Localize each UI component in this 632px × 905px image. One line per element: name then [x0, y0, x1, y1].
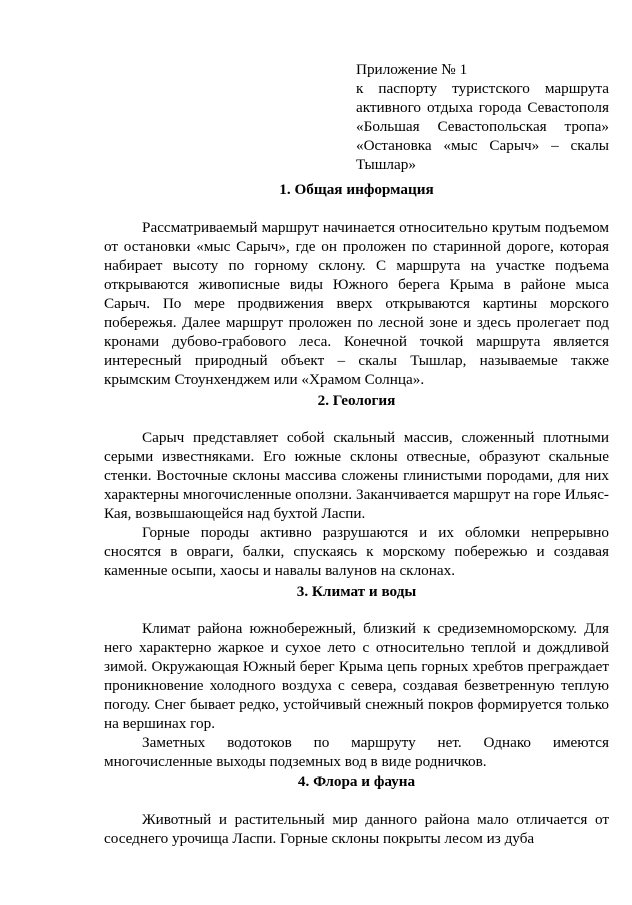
- section-flora-fauna: [104, 772, 609, 791]
- section-geology-body: [104, 428, 609, 580]
- section-heading: 2. Геология: [317, 392, 396, 409]
- appendix-line: «Большая Севастопольская тропа»: [356, 118, 609, 135]
- appendix-header: [356, 60, 609, 174]
- paragraph: Климат района южнобережный, близкий к средиземноморскому. Для него характерно жаркое и сухое лето с относительно теплой и дождливой зимой. Окружающая Южный берег Крыма цепь горных хребтов преграждает проникновение холодного воздуха с севера, создавая безветренную теплую погоду. Снег бывает редко, устойчивый снежный покров формируется только на вершинах гор.: [104, 620, 609, 732]
- appendix-line: «Остановка «мыс Сарыч» – скалы: [356, 137, 609, 154]
- section-climate-water-body: [104, 619, 609, 771]
- appendix-line: Приложение № 1: [356, 61, 468, 78]
- paragraph: Животный и растительный мир данного района мало отличается от соседнего урочища Ласпи. Горные склоны покрыты лесом из дуба: [104, 811, 609, 847]
- appendix-line: к паспорту туристского маршрута: [356, 80, 609, 97]
- section-general-info: [104, 180, 609, 199]
- paragraph: Горные породы активно разрушаются и их обломки непрерывно сносятся в овраги, балки, спускаясь к морскому побережью и создавая каменные осыпи, хаосы и навалы валунов на склонах.: [104, 524, 609, 579]
- appendix-line: Тышлар»: [356, 156, 416, 173]
- section-heading: 3. Климат и воды: [296, 583, 417, 600]
- section-heading: 4. Флора и фауна: [297, 773, 416, 790]
- paragraph: Рассматриваемый маршрут начинается относительно крутым подъемом от остановки «мыс Сарыч», где он проложен по старинной дороге, которая набирает высоту по горному склону. С маршрута на участке подъема открываются живописные виды Южного берега Крыма в районе мыса Сарыч. По мере продвижения вверх открываются картины морского побережья. Далее маршрут проложен по лесной зоне и здесь пролегает под кронами дубово-грабового леса. Конечной точкой маршрута является интересный природный объект – скалы Тышлар, называемые также крымским Стоунхенджем или «Храмом Солнца».: [104, 219, 609, 388]
- section-flora-fauna-body: [104, 810, 609, 848]
- section-climate-water: [104, 582, 609, 601]
- paragraph: Заметных водотоков по маршруту нет. Однако имеются многочисленные выходы подземных вод в виде родничков.: [104, 734, 609, 770]
- section-geology: [104, 391, 609, 410]
- section-heading: 1. Общая информация: [279, 181, 434, 198]
- appendix-line: активного отдыха города Севастополя: [356, 99, 609, 116]
- section-general-info-body: [104, 218, 609, 389]
- paragraph: Сарыч представляет собой скальный массив, сложенный плотными серыми известняками. Его южные склоны отвесные, образуют скальные стенки. Восточные склоны массива сложены глинистыми породами, для них характерны многочисленные оползни. Заканчивается маршрут на горе Ильяс-Кая, возвышающейся над бухтой Ласпи.: [104, 429, 609, 522]
